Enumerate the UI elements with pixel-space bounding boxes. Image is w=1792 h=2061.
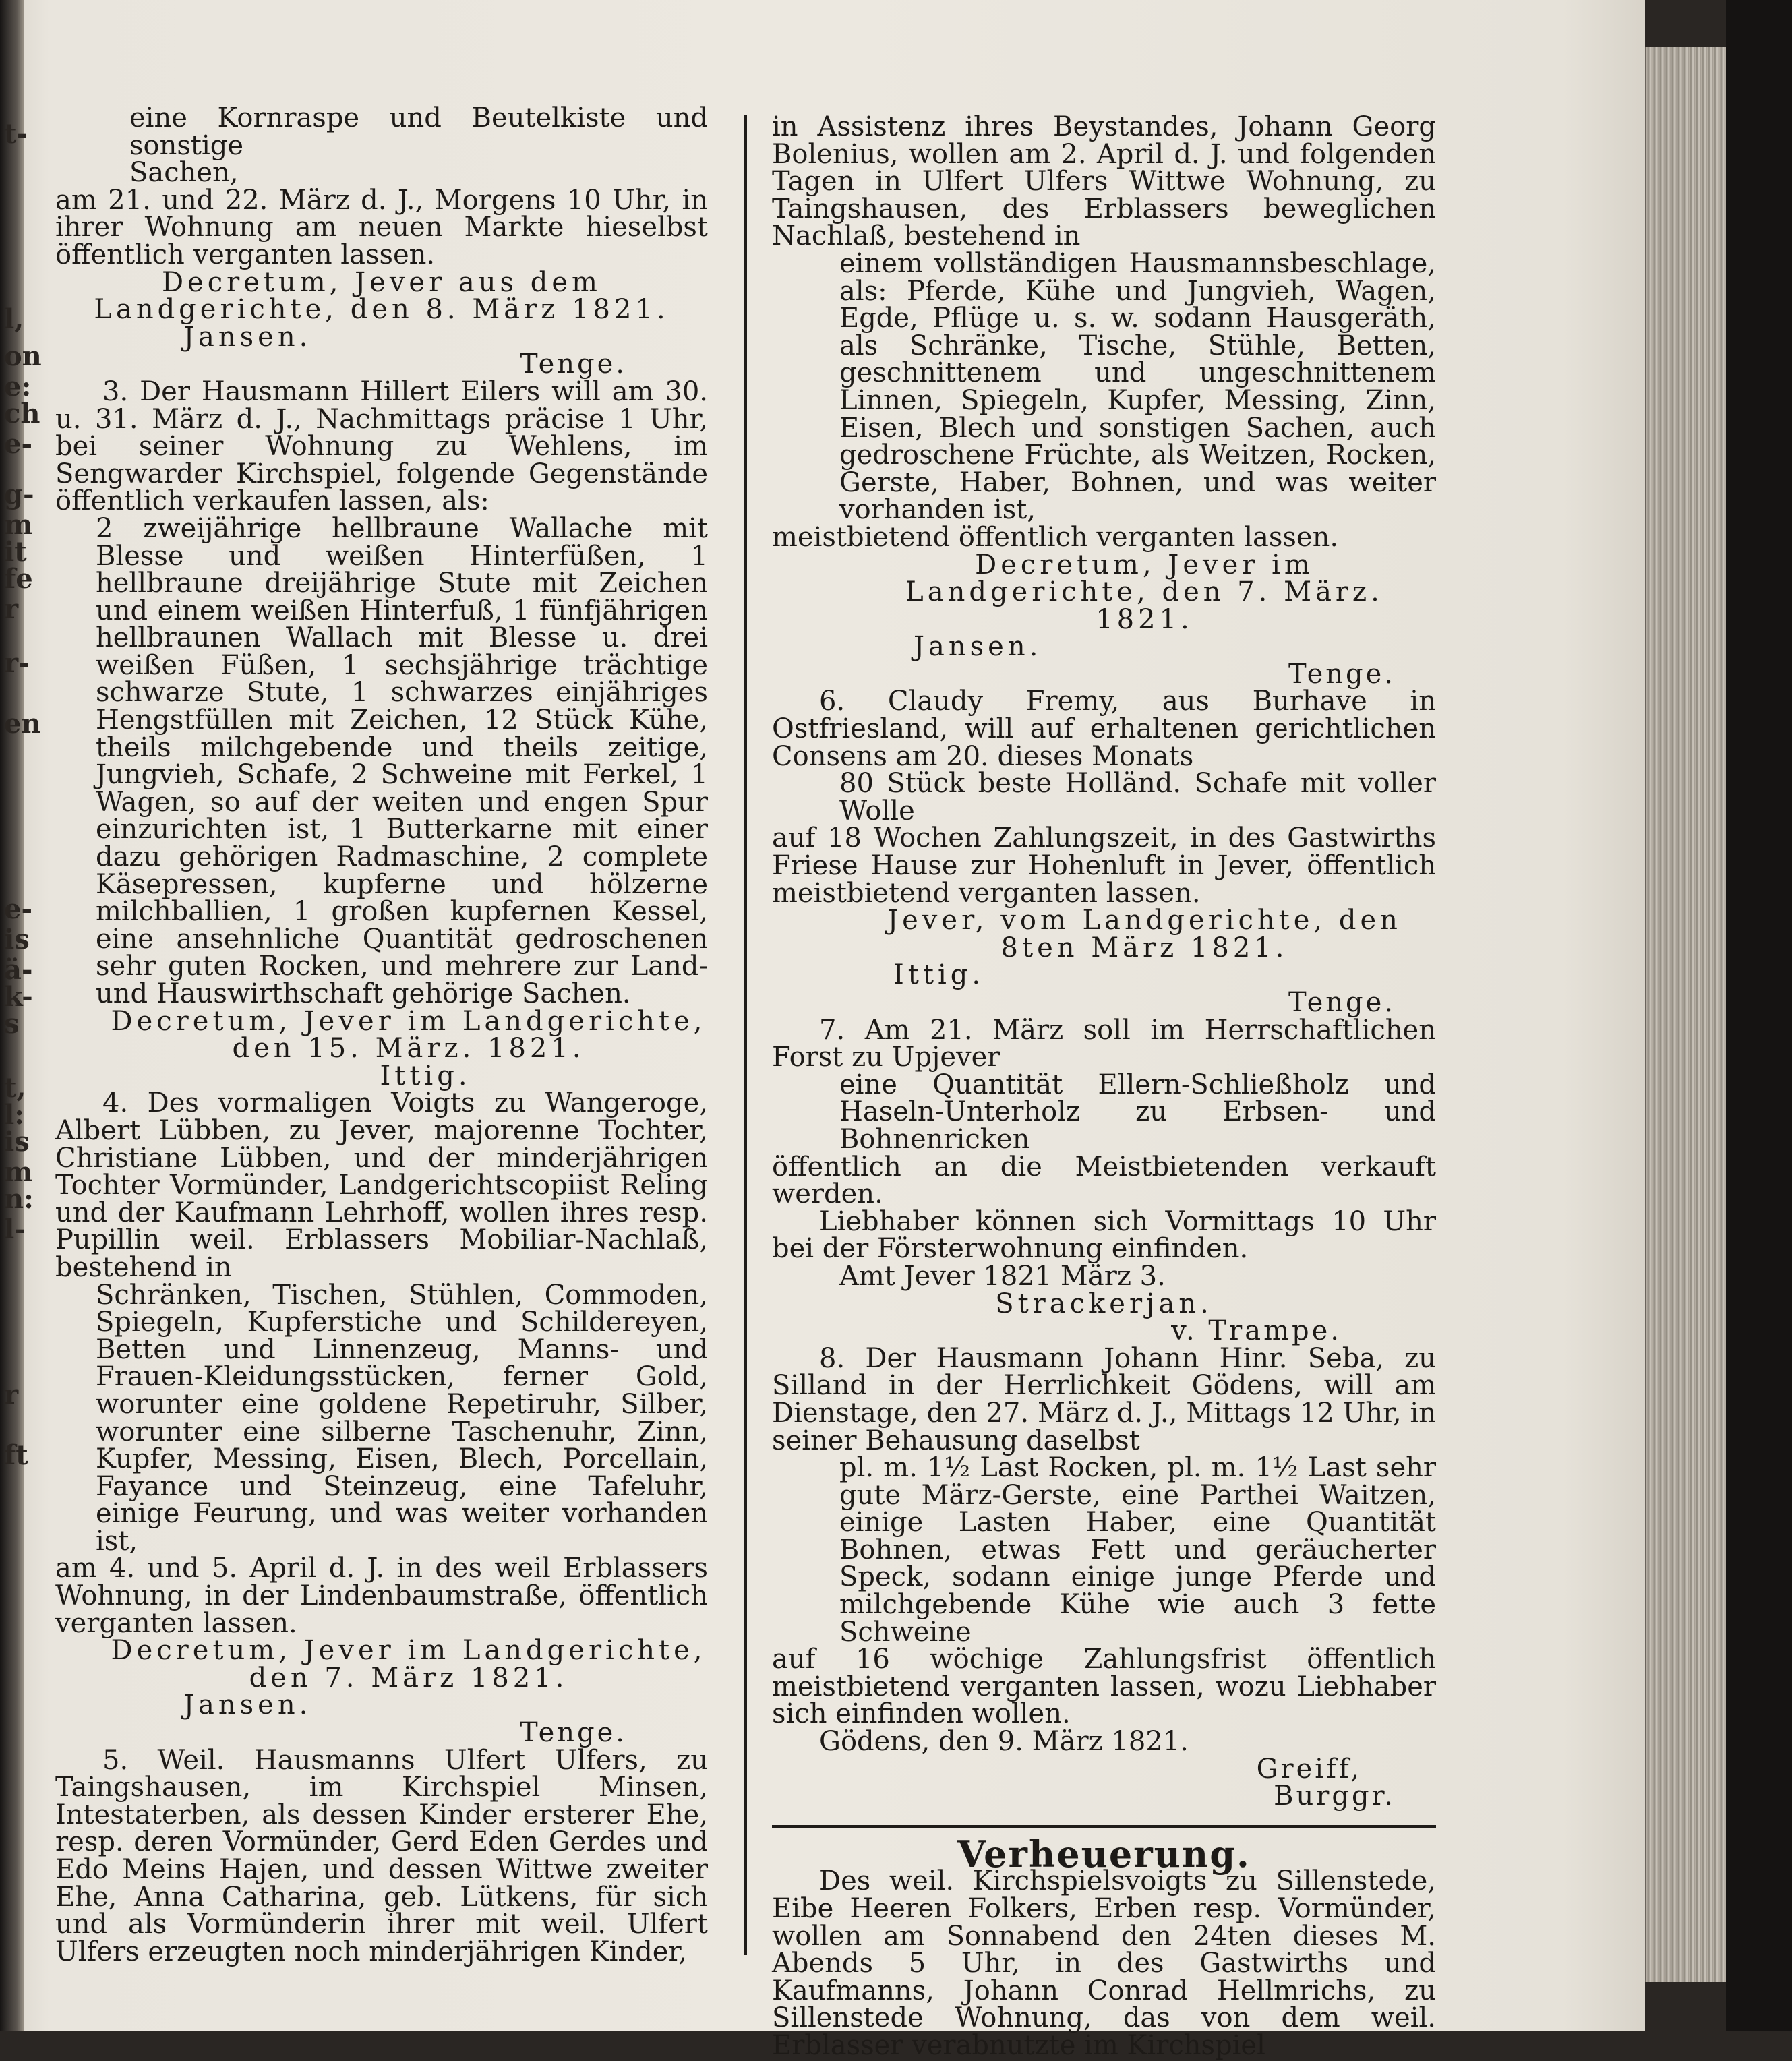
margin-fragment: is — [4, 924, 30, 955]
notice-intro-text: in Assistenz ihres Beystandes, Johann Georg Bolenius, wollen am 2. April d. J. und folgenden Tagen in Ulfert Ulfers Wittwe Wohnung, zu Taingshausen, des Erblassers beweglichen Nachlaß, bestehend in — [772, 111, 1436, 252]
decretum-line: Jever, vom Landgerichte, den 8ten März 1821. — [887, 905, 1402, 963]
decretum-line: Decretum, Jever im Landgerichte, den 7. März. 1821. — [905, 549, 1383, 635]
notice-intro-text: Am 21. März soll im Herrschaftlichen Forst zu Upjever — [772, 1014, 1436, 1073]
signatory-title: Burggr. — [1274, 1781, 1396, 1812]
notice-intro-text: Der Hausmann Johann Hinr. Seba, zu Silland in der Herrlichkeit Gödens, will am Dienstage, den 27. März d. J., Mittags 12 Uhr, in seiner Behausung daselbst — [772, 1342, 1437, 1456]
notice-number: 3. — [102, 376, 129, 407]
section-title: Verheuerung. — [957, 1832, 1251, 1876]
right-column — [772, 113, 1436, 2060]
notice-intro-text: Des vormaligen Voigts zu Wangeroge, Albert Lübben, zu Jever, majorenne Tochter, Christiane Lübben, und der minderjährigen Tochter Vormünder, Landgerichtscopiist Reling und der Kaufmann Lehrhoff, wollen ihres resp. Pupillin weil. Erblassers Mobiliar-Nachlaß, bestehend in — [55, 1087, 708, 1283]
column-divider — [744, 115, 747, 1955]
margin-fragment: t, — [4, 1072, 26, 1104]
signatory-name: Ittig. — [893, 959, 985, 991]
notice-body: meistbietend öffentlich verganten lassen. — [772, 521, 1339, 553]
notice-number: 8. — [819, 1342, 845, 1374]
margin-fragment: ch — [4, 398, 40, 429]
notice-body: auf 18 Wochen Zahlungszeit, in des Gastwirths Friese Hause zur Hohenluft in Jever, öffentlich meistbietend verganten lassen. — [772, 823, 1436, 909]
list-line: Sachen, — [129, 157, 239, 189]
notice-intro — [55, 1744, 708, 1967]
notice-intro-text: Claudy Fremy, aus Burhave in Ostfriesland, will auf erhaltenen gerichtlichen Consens am 20. dieses Monats — [772, 686, 1436, 772]
margin-fragment: l- — [4, 1214, 26, 1245]
notice-continued — [55, 104, 708, 378]
margin-fragment: en — [4, 708, 41, 740]
margin-fragment: l, — [4, 303, 24, 335]
margin-fragment: r- — [4, 647, 30, 679]
notice-list: eine Quantität Ellern-Schließholz und Haseln-Unterholz zu Erbsen- und Bohnenricken — [839, 1069, 1436, 1155]
notice-5 — [55, 1744, 708, 1967]
section-text: Des weil. Kirchspielsvoigts zu Sillenstede, Eibe Heeren Folkers, Erben resp. Vormünder, wollen am Sonnabend den 24ten dieses M. Abends 5 Uhr, in des Gastwirths und Kaufmanns, Johann Conrad Hellmrichs, zu Sillenstede Wohnung, das von dem weil. Erblasser verabnutzte im Kirchspiel — [772, 1865, 1436, 2061]
margin-fragment: s — [4, 1008, 20, 1040]
margin-fragment: t- — [4, 118, 28, 150]
margin-fragment: is — [4, 1126, 30, 1158]
notice-intro — [772, 1014, 1436, 1073]
notice-list: Schränken, Tischen, Stühlen, Commoden, Spiegeln, Kupferstiche und Schildereyen, Betten und Linnenzeug, Manns- und Frauen-Kleidungsstücken, ferner Gold, worunter eine goldene Repetiruhr, Silber, worunter eine silberne Taschenuhr, Zinn, Kupfer, Messing, Eisen, Blech, Porcellain, Fayance und Steinzeug, eine Tafeluhr, einige Feurung, und was weiter vorhanden ist, — [96, 1279, 708, 1557]
notice-list: 2 zweijährige hellbraune Wallache mit Blesse und weißen Hinterfüßen, 1 hellbraune dreijährige Stute mit Zeichen und einem weißen Hinterfuß, 1 fünfjährigen hellbraunen Wallach mit Blesse u. drei weißen Füßen, 1 sechsjährige trächtige schwarze Stute, 1 schwarzes einjähriges Hengstfüllen mit Zeichen, 12 Stück Kühe, theils milchgebende und theils zeitige, Jungvieh, Schafe, 2 Schweine mit Ferkel, 1 Wagen, so auf der weiten und engen Spur einzurichten ist, 1 Butterkarne mit einer dazu gehörigen Radmaschine, 2 complete Käsepressen, kupferne und hölzerne milchballien, 1 großen kupfernen Kessel, eine ansehnliche Quantität gedroschenen sehr guten Rocken, und mehrere zur Land- und Hauswirthschaft gehörige Sachen. — [96, 512, 708, 1009]
margin-fragment: e- — [4, 428, 33, 460]
margin-fragment: r — [4, 593, 19, 625]
list-line: eine Kornraspe und Beutelkiste und sonstige — [129, 102, 708, 161]
notice-6 — [772, 688, 1436, 1016]
notice-number: 7. — [819, 1014, 845, 1046]
notice-date: Gödens, den 9. März 1821. — [819, 1726, 1189, 1758]
notice-date: Amt Jever 1821 März 3. — [839, 1260, 1166, 1292]
notice-intro — [55, 1089, 708, 1281]
signatory-name: Jansen. — [183, 321, 312, 353]
signatory-sign: Tenge. — [1288, 987, 1396, 1018]
margin-fragment: r — [4, 1379, 19, 1410]
notice-list: 80 Stück beste Holländ. Schafe mit voller Wolle — [839, 768, 1436, 827]
signatory-sign: Tenge. — [520, 1717, 627, 1749]
notice-intro — [55, 378, 708, 515]
notice-number: 6. — [819, 686, 845, 717]
notice-4 — [55, 1087, 708, 1749]
signatory-name: Jansen. — [183, 1690, 312, 1721]
left-column — [55, 104, 708, 1965]
decretum-line: Decretum, Jever im Landgerichte, den 7. März 1821. — [111, 1635, 707, 1694]
notice-list: pl. m. 1½ Last Rocken, pl. m. 1½ Last sehr gute März-Gerste, eine Parthei Waitzen, einige Lasten Haber, eine Quantität Bohnen, etwas Fett und geräucherter Speck, sodann einige junge Pferde und milchgebende Kühe wie auch 3 fette Schweine — [839, 1452, 1436, 1648]
page-stack-edge — [1645, 47, 1727, 1982]
margin-fragment: k- — [4, 981, 33, 1013]
notice-body: am 4. und 5. April d. J. in des weil Erblassers Wohnung, in der Lindenbaumstraße, öffentlich verganten lassen. — [55, 1553, 708, 1639]
margin-fragment: it — [4, 536, 27, 568]
signatory-name: Jansen. — [914, 631, 1042, 663]
margin-fragment: e- — [4, 893, 33, 925]
notice-intro-text: Der Hausmann Hillert Eilers will am 30. u. 31. März d. J., Nachmittags präcise 1 Uhr, bei seiner Wohnung zu Wehlens, im Sengwarder Kirchspiel, folgende Gegenstände öffentlich verkaufen lassen, als: — [55, 376, 709, 517]
signatory-sign: Tenge. — [520, 349, 627, 380]
notice-3 — [55, 376, 709, 1092]
notice-number: 5. — [102, 1744, 129, 1776]
notice-5-continued — [772, 113, 1436, 688]
notice-7 — [772, 1014, 1436, 1347]
margin-fragment: l: — [4, 1099, 24, 1131]
signatory-name: Ittig. — [380, 1060, 471, 1092]
margin-fragment: m — [4, 1156, 33, 1188]
notice-body: Liebhaber können sich Vormittags 10 Uhr bei der Försterwohnung einfinden. — [772, 1205, 1436, 1265]
signatory-name: Strackerjan. — [995, 1288, 1213, 1319]
section-rule — [772, 1825, 1436, 1828]
signatory-sign: Tenge. — [1288, 658, 1396, 690]
notice-list: einem vollständigen Hausmannsbeschlage, als: Pferde, Kühe und Jungvieh, Wagen, Egde, Pflüge u. s. w. sodann Hausgeräth, als Schränke, Tische, Stühle, Betten, geschnittenem und ungeschnittenem Linnen, Spiegeln, Kupfer, Messing, Zinn, Eisen, Blech und sonstigen Sachen, auch gedroschene Früchte, als Weitzen, Rocken, Gerste, Haber, Bohnen, und was weiter vorhanden ist, — [839, 247, 1436, 526]
margin-fragment: e: — [4, 371, 32, 402]
signatory-sign: Greiff, — [1256, 1753, 1362, 1785]
notice-number: 4. — [102, 1087, 129, 1119]
notice-8 — [772, 1342, 1437, 1812]
decretum-line: Decretum, Jever aus dem Landgerichte, den 8. März 1821. — [94, 266, 669, 326]
notice-body: am 21. und 22. März d. J., Morgens 10 Uhr, in ihrer Wohnung am neuen Markte hieselbst öffentlich verganten lassen. — [55, 184, 708, 270]
notice-intro-text: Weil. Hausmanns Ulfert Ulfers, zu Taingshausen, im Kirchspiel Minsen, Intestaterben, als dessen Kinder ersterer Ehe, resp. deren Vormünder, Gerd Eden Gerdes und Edo Meins Hajen, und dessen Wittwe zweiter Ehe, Anna Catharina, geb. Lütkens, für sich und als Vormünderin ihrer mit weil. Ulfert Ulfers erzeugten noch minderjährigen Kinder, — [55, 1744, 708, 1967]
margin-fragment: on — [4, 340, 42, 372]
margin-fragment: fe — [4, 563, 33, 595]
background-edge — [1726, 0, 1792, 2031]
notice-intro — [772, 1342, 1437, 1456]
margin-fragment: n: — [4, 1183, 34, 1215]
notice-body: öffentlich an die Meistbietenden verkauft werden. — [772, 1151, 1436, 1210]
margin-fragment: g- — [4, 479, 34, 510]
notice-intro — [772, 688, 1436, 770]
previous-page-fragments — [0, 0, 49, 2031]
margin-fragment: ft — [4, 1439, 28, 1471]
section-verheuerung — [772, 1832, 1436, 2061]
decretum-line: Decretum, Jever im Landgerichte, den 15. März. 1821. — [111, 1005, 707, 1065]
notice-body: auf 16 wöchige Zahlungsfrist öffentlich meistbietend verganten lassen, wozu Liebhaber sich einfinden wollen. — [772, 1644, 1436, 1730]
margin-fragment: m — [4, 509, 33, 541]
margin-fragment: ä- — [4, 954, 33, 986]
signatory-sign: v. Trampe. — [1171, 1315, 1342, 1347]
